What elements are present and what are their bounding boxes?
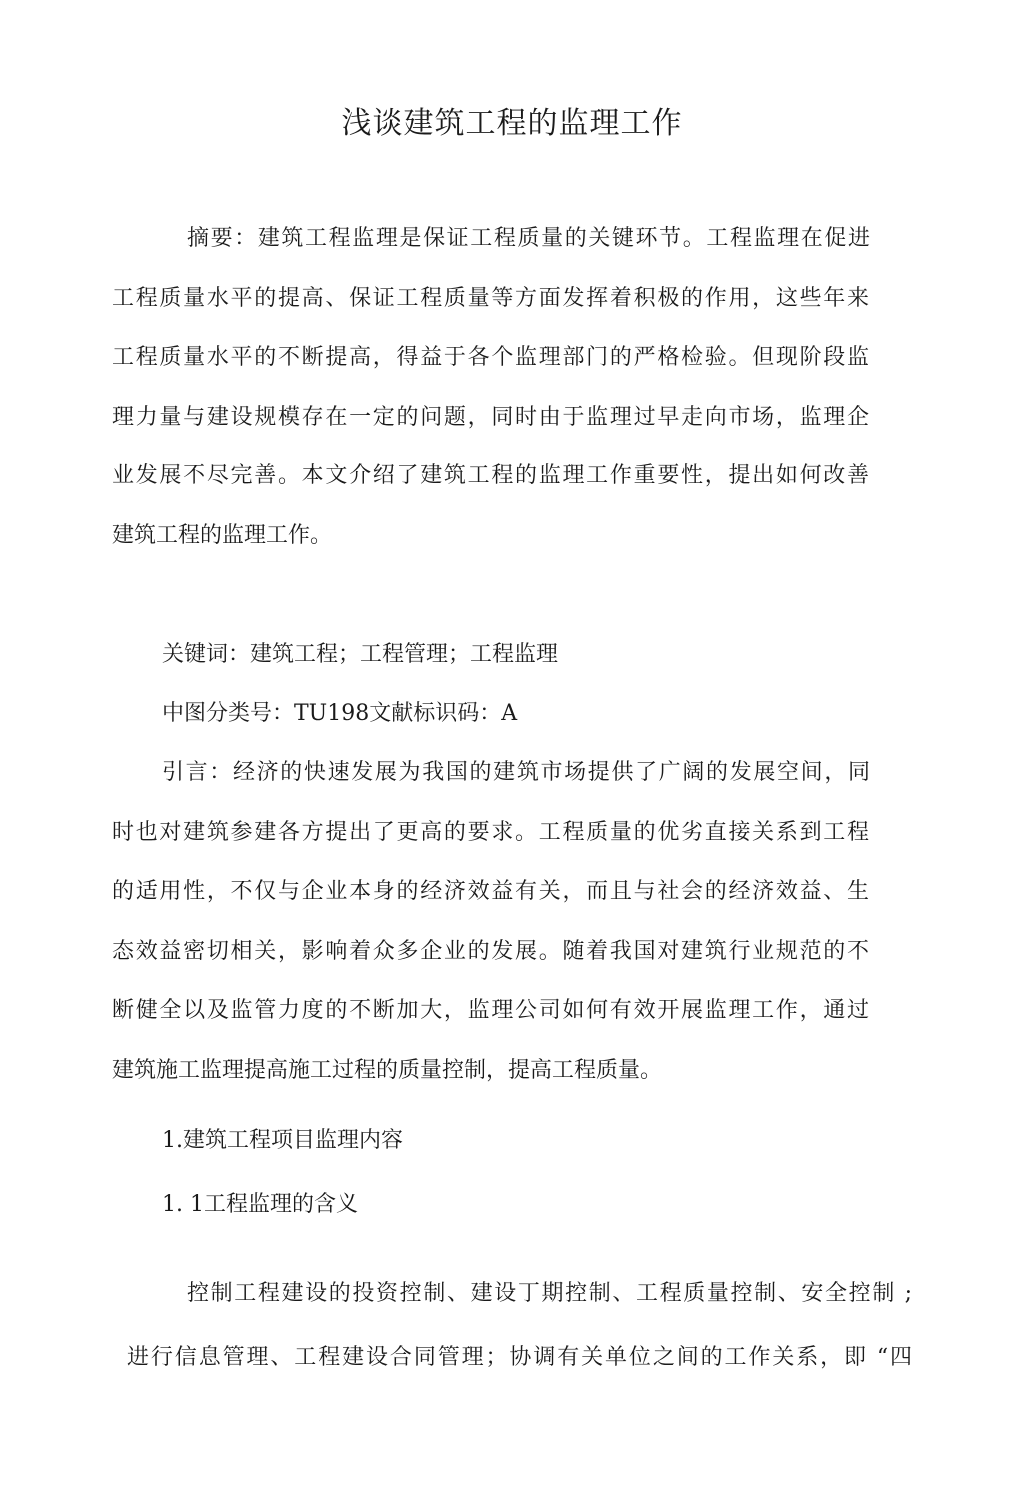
section-heading-1: 1.建筑工程项目监理内容	[162, 1128, 403, 1153]
abstract-line-6: 建筑工程的监理工作。	[112, 523, 333, 548]
intro-line-1: 引言：经济的快速发展为我国的建筑市场提供了广阔的发展空间，同	[162, 760, 870, 785]
intro-line-6: 建筑施工监理提高施工过程的质量控制，提高工程质量。	[112, 1058, 663, 1083]
section-heading-1-1: 1. 1工程监理的含义	[162, 1192, 358, 1217]
section-1-1-line-1: 控制工程建设的投资控制、建设丁期控制、工程质量控制、安全控制 ;	[187, 1281, 912, 1306]
intro-line-3: 的适用性，不仅与企业本身的经济效益有关，而且与社会的经济效益、生	[112, 879, 869, 904]
abstract-line-1: 摘要：建筑工程监理是保证工程质量的关键环节。工程监理在促进	[187, 226, 870, 251]
classification-code: 中图分类号：TU198文献标识码：A	[162, 701, 518, 726]
abstract-line-2: 工程质量水平的提高、保证工程质量等方面发挥着积极的作用，这些年来	[112, 286, 869, 311]
document-title: 浅谈建筑工程的监理工作	[341, 106, 683, 141]
intro-line-2: 时也对建筑参建各方提出了更高的要求。工程质量的优劣直接关系到工程	[112, 820, 869, 845]
intro-line-5: 断健全以及监管力度的不断加大，监理公司如何有效开展监理工作，通过	[112, 998, 869, 1023]
abstract-line-5: 业发展不尽完善。本文介绍了建筑工程的监理工作重要性，提出如何改善	[112, 463, 869, 488]
section-1-1-line-2: 进行信息管理、工程建设合同管理；协调有关单位之间的工作关系，即 “四	[127, 1345, 912, 1370]
abstract-line-4: 理力量与建设规模存在一定的问题，同时由于监理过早走向市场，监理企	[112, 405, 869, 430]
abstract-line-3: 工程质量水平的不断提高，得益于各个监理部门的严格检验。但现阶段监	[112, 345, 869, 370]
keywords: 关键词：建筑工程；工程管理；工程监理	[162, 642, 559, 667]
intro-line-4: 态效益密切相关，影响着众多企业的发展。随着我国对建筑行业规范的不	[112, 939, 869, 964]
